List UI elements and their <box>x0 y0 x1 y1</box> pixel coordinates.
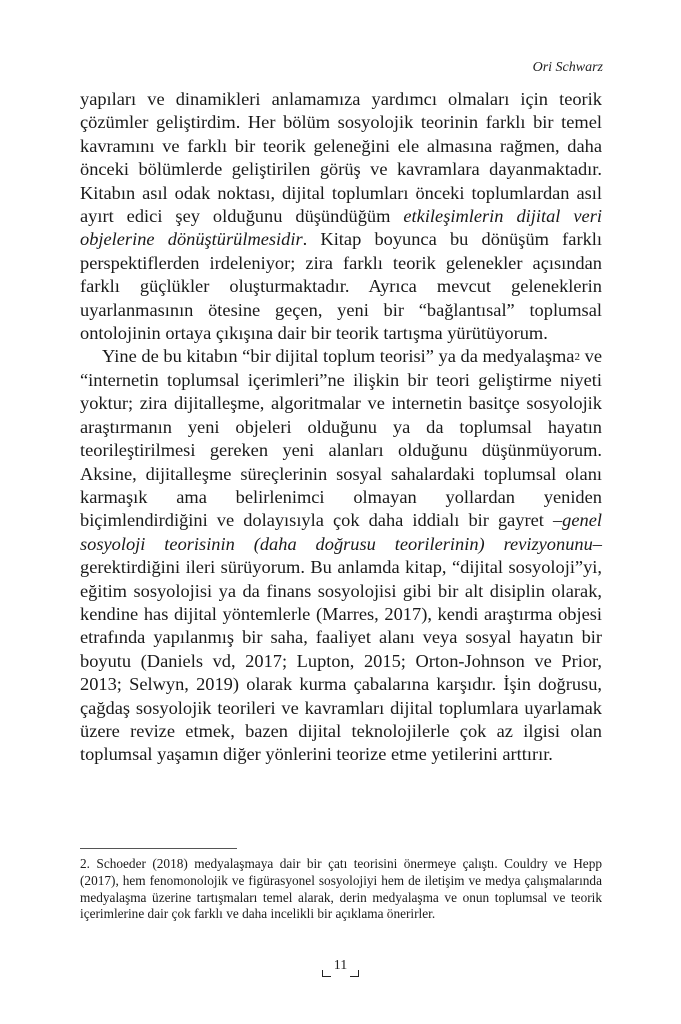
page-number-bracket-right <box>350 970 359 977</box>
page-number: 11 <box>333 958 348 973</box>
footnote-text: 2. Schoeder (2018) medyalaşmaya dair bir çatı teorisini önermeye çalıştı. Couldry ve Hepp (2017), hem fenomonolojik ve figürasyonel sosyolojiyi hem de iletişim ve medya çalışmalarında medyalaşma üzerine tartışmaları temel alarak, derin medyalaşma ve onun toplumsal ve teorik içerimlerine dair çok farklı ve daha incelikli bir açıklama önerirler. <box>80 856 602 922</box>
running-head-author: Ori Schwarz <box>532 60 603 75</box>
paragraph-2-text-a: Yine de bu kitabın “bir dijital toplum teorisi” ya da medyalaşma <box>102 346 575 367</box>
paragraph-2-text-c: – gerektirdiğini ileri sürüyorum. Bu anlamda kitap, “dijital sosyoloji”yi, eğitim sosyolojisi ya da finans sosyolojisi gibi bir alt disiplin olarak, kendine has dijital yöntemlerle (Marres, 2017), kendi araştırma objesi etrafında yapılanmış bir saha, faaliyet alanı veya sosyal hayatın bir boyutu (Daniels vd, 2017; Lupton, 2015; Orton-Johnson ve Prior, 2013; Selwyn, 2019) olarak kurma çabalarına karşıdır. İşin doğrusu, çağdaş sosyolojik teorileri ve kavramları dijital toplumlara uyarlamak üzere revize etmek, bazen dijital teknolojilerle çok az ilgisi olan toplumsal yaşamın diğer yönlerini teorize etme yetilerini arttırır. <box>80 533 602 765</box>
paragraph-2-emphasis: genel sosyoloji teorisinin (daha doğrusu teorilerinin) revizyonunu <box>80 510 602 554</box>
paragraph-1-text-b: . Kitap boyunca bu dönüşüm farklı perspektiflerden irdeleniyor; zira farklı teorik gelenekler açısından farklı güçlükler oluşturmaktadır. Ayrıca mevcut geleneklerin uyarlanmasının ötesine geçen, yeni bir “bağlantısal” toplumsal ontolojinin ortaya çıkışına dair bir teorik tartışma yürütüyorum. <box>80 229 602 344</box>
paragraph-1-emphasis: etkileşimlerin dijital veri objelerine dönüştürülmesidir <box>80 206 602 250</box>
paragraph-2-text-b: ve “internetin toplumsal içerimleri”ne ilişkin bir teori geliştirme niyeti yoktur; zira dijitalleşme, algoritmalar ve internetin basitçe sosyolojik araştırmanın yeni objeleri olduğunu ya da toplumsal hayatın teorileştirilmesi gereken yeni alanları olduğunu düşünmüyorum. Aksine, dijitalleşme süreçlerinin sosyal sahalardaki toplumsal olanı karmaşık ama belirlenimci olmayan yollardan yeniden biçimlendirdiğini ve dolayısıyla çok daha iddialı bir gayret – <box>80 346 602 531</box>
paragraph-1-text-a: yapıları ve dinamikleri anlamamıza yardımcı olmaları için teorik çözümler geliştirdim. Her bölüm sosyolojik teorinin farklı bir temel kavramını ve farklı bir teorik geleneğini ele almasına rağmen, daha önceki bölümlerde geliştirilen görüş ve kavramlara dayanmaktadır. Kitabın asıl odak noktası, dijital toplumları önceki toplumlardan asıl ayırt edici şey olduğunu düşündüğüm <box>80 89 602 227</box>
page-number-container <box>0 956 681 977</box>
footnote-divider <box>80 848 237 849</box>
body-text <box>80 88 602 767</box>
footnote-marker[interactable]: 2 <box>574 351 580 364</box>
page-number-box <box>322 958 359 977</box>
paragraph-2 <box>80 345 602 766</box>
paragraph-1 <box>80 88 602 345</box>
page-number-bracket-left <box>322 970 331 977</box>
